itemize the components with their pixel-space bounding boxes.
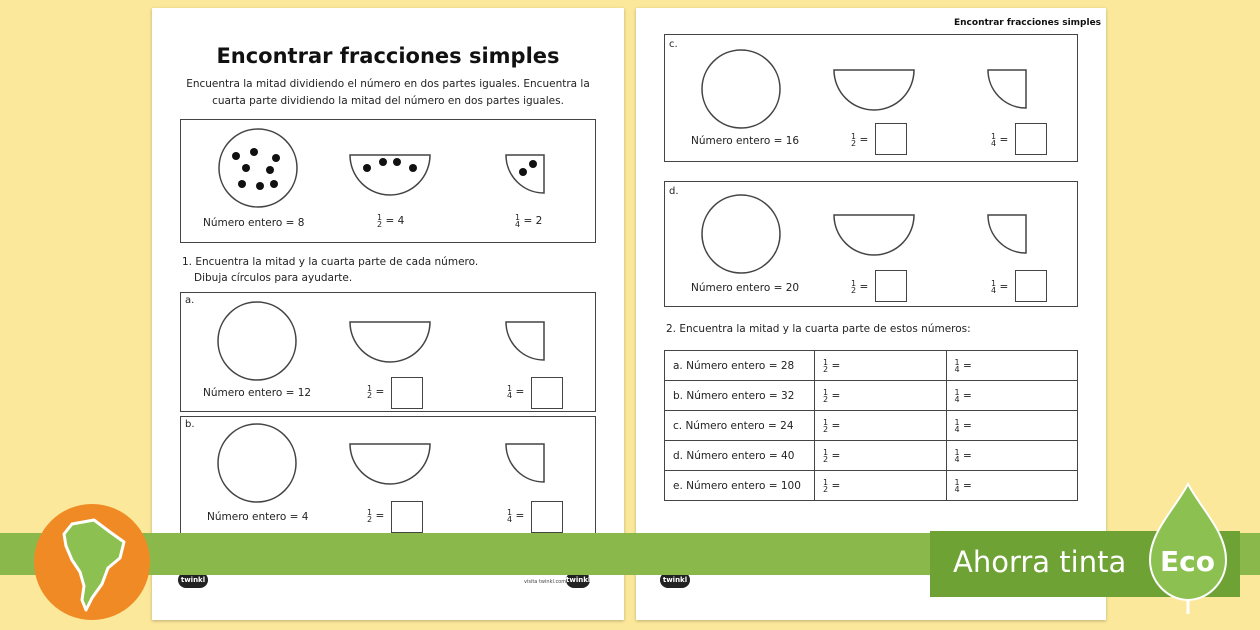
fraction-numerator: 1 (823, 477, 829, 487)
table-row (665, 381, 1078, 411)
worksheet-intro: Encuentra la mitad dividiendo el número en dos partes iguales. Encuentra la cuarta parte dividiendo la mitad del número en dos partes iguales. (186, 78, 590, 107)
half-answer-cell[interactable] (815, 411, 947, 441)
question-1-line-1: 1. Encuentra la mitad y la cuarta parte de cada número. (182, 256, 479, 268)
fraction-denominator: 2 (823, 484, 829, 494)
example-half (377, 214, 404, 228)
equals-sign: = (999, 281, 1009, 293)
empty-half-circle (831, 67, 917, 111)
example-quarter-value: = 2 (523, 215, 543, 227)
fraction-denominator: 4 (954, 424, 960, 434)
empty-half-circle (347, 441, 433, 485)
fraction-numerator: 1 (954, 417, 960, 427)
equals-sign: = (831, 419, 841, 432)
fraction-denominator: 2 (377, 220, 383, 229)
box-whole-label: Número entero = 20 (691, 282, 800, 294)
box-letter: a. (185, 295, 195, 306)
fraction (955, 359, 960, 373)
quarter-answer-cell[interactable] (946, 351, 1078, 381)
quarter-answer-box[interactable] (531, 377, 563, 409)
half-answer-cell[interactable] (815, 381, 947, 411)
equals-sign: = (859, 281, 869, 293)
empty-whole-circle (215, 299, 299, 383)
table-row (665, 471, 1078, 501)
equals-sign: = (375, 386, 385, 398)
footer-badge-logo: twinkl (566, 572, 590, 588)
fraction-numerator: 1 (991, 279, 997, 288)
fraction-denominator: 4 (991, 139, 997, 148)
quarter-answer-cell[interactable] (946, 441, 1078, 471)
quarter-answer-box[interactable] (531, 501, 563, 533)
fraction-numerator: 1 (367, 508, 373, 517)
fraction (955, 449, 960, 463)
fraction-denominator: 4 (991, 286, 997, 295)
row-label: c. Número entero = 24 (665, 411, 815, 441)
fraction-numerator: 1 (851, 132, 857, 141)
box-whole-label: Número entero = 4 (207, 511, 309, 523)
quarter-prompt (991, 280, 1008, 294)
quarter-prompt (507, 385, 524, 399)
equals-sign: = (515, 386, 525, 398)
equals-sign: = (831, 479, 841, 492)
half-answer-cell[interactable] (815, 351, 947, 381)
box-whole-label: Número entero = 12 (203, 387, 312, 399)
empty-half-circle (831, 212, 917, 256)
half-circle-with-dots (347, 152, 433, 196)
fraction-numerator: 1 (823, 447, 829, 457)
quarter-circle-with-dots (503, 152, 547, 196)
table-row (665, 351, 1078, 381)
equals-sign: = (859, 134, 869, 146)
empty-whole-circle (215, 421, 299, 505)
fraction-half (377, 214, 382, 228)
equals-sign: = (999, 134, 1009, 146)
quarter-answer-cell[interactable] (946, 471, 1078, 501)
fraction-numerator: 1 (823, 387, 829, 397)
example-box (180, 119, 596, 243)
quarter-prompt (991, 133, 1008, 147)
eco-banner-text: Ahorra tinta (953, 545, 1127, 579)
fraction-numerator: 1 (367, 384, 373, 393)
fraction-denominator: 4 (507, 391, 513, 400)
fraction (823, 419, 828, 433)
box-whole-label: Número entero = 16 (691, 135, 800, 147)
quarter-answer-box[interactable] (1015, 123, 1047, 155)
fraction (955, 479, 960, 493)
empty-quarter-circle (985, 67, 1029, 111)
empty-quarter-circle (985, 212, 1029, 256)
fraction-numerator: 1 (954, 477, 960, 487)
equals-sign: = (375, 510, 385, 522)
empty-whole-circle (699, 192, 783, 276)
fraction-denominator: 2 (367, 515, 373, 524)
half-answer-cell[interactable] (815, 471, 947, 501)
empty-quarter-circle (503, 319, 547, 363)
half-prompt (367, 509, 384, 523)
half-answer-box[interactable] (875, 270, 907, 302)
row-label: b. Número entero = 32 (665, 381, 815, 411)
question-2: 2. Encuentra la mitad y la cuarta parte de estos números: (666, 323, 971, 335)
half-answer-box[interactable] (391, 501, 423, 533)
fraction-denominator: 4 (507, 515, 513, 524)
exercise-box-c (664, 34, 1078, 162)
fraction (823, 479, 828, 493)
fraction-denominator: 4 (954, 454, 960, 464)
eco-badge-text: Eco (1160, 545, 1215, 578)
south-america-badge-icon (32, 502, 152, 622)
box-letter: d. (669, 186, 679, 197)
fraction-denominator: 2 (823, 424, 829, 434)
equals-sign: = (962, 449, 972, 462)
twinkl-logo: twinkl (660, 572, 690, 588)
equals-sign: = (515, 510, 525, 522)
worksheet-title: Encontrar fracciones simples (216, 44, 560, 68)
box-letter: b. (185, 419, 195, 430)
quarter-answer-cell[interactable] (946, 411, 1078, 441)
half-prompt (851, 280, 868, 294)
page-header-title: Encontrar fracciones simples (954, 18, 1102, 28)
worksheet-page-1 (152, 8, 624, 620)
equals-sign: = (831, 389, 841, 402)
fraction-numerator: 1 (377, 213, 383, 222)
table-row (665, 441, 1078, 471)
quarter-prompt (507, 509, 524, 523)
fraction-numerator: 1 (507, 384, 513, 393)
exercise-box-d (664, 181, 1078, 307)
fraction (955, 419, 960, 433)
fraction-denominator: 4 (515, 220, 521, 229)
fraction (823, 359, 828, 373)
row-label: a. Número entero = 28 (665, 351, 815, 381)
row-label: e. Número entero = 100 (665, 471, 815, 501)
table-row (665, 411, 1078, 441)
quarter-answer-box[interactable] (1015, 270, 1047, 302)
equals-sign: = (962, 419, 972, 432)
half-answer-box[interactable] (875, 123, 907, 155)
half-prompt (851, 133, 868, 147)
fraction-denominator: 2 (367, 391, 373, 400)
fraction-denominator: 4 (954, 364, 960, 374)
fraction (823, 449, 828, 463)
fraction-denominator: 4 (954, 394, 960, 404)
answers-table (664, 350, 1078, 501)
fraction-numerator: 1 (954, 447, 960, 457)
equals-sign: = (831, 449, 841, 462)
equals-sign: = (962, 389, 972, 402)
fraction-denominator: 2 (823, 454, 829, 464)
fraction-numerator: 1 (823, 417, 829, 427)
example-whole-label: Número entero = 8 (203, 217, 305, 229)
fraction-numerator: 1 (851, 279, 857, 288)
empty-quarter-circle (503, 441, 547, 485)
exercise-box-b (180, 416, 596, 538)
fraction-numerator: 1 (507, 508, 513, 517)
fraction (823, 389, 828, 403)
example-quarter (515, 214, 542, 228)
fraction-numerator: 1 (954, 387, 960, 397)
fraction-numerator: 1 (991, 132, 997, 141)
half-prompt (367, 385, 384, 399)
box-letter: c. (669, 39, 678, 50)
worksheet-page-2 (636, 8, 1106, 620)
fraction-numerator: 1 (823, 357, 829, 367)
fraction (955, 389, 960, 403)
fraction-denominator: 2 (851, 286, 857, 295)
equals-sign: = (962, 359, 972, 372)
question-1-line-2: Dibuja círculos para ayudarte. (194, 272, 353, 284)
fraction-denominator: 2 (823, 364, 829, 374)
fraction-denominator: 2 (823, 394, 829, 404)
empty-half-circle (347, 319, 433, 363)
fraction-denominator: 4 (954, 484, 960, 494)
equals-sign: = (831, 359, 841, 372)
exercise-box-a (180, 292, 596, 412)
example-half-value: = 4 (385, 215, 405, 227)
equals-sign: = (962, 479, 972, 492)
half-answer-cell[interactable] (815, 441, 947, 471)
quarter-answer-cell[interactable] (946, 381, 1078, 411)
empty-whole-circle (699, 47, 783, 131)
twinkl-logo: twinkl (178, 572, 208, 588)
footer-url: visita twinkl.com (524, 579, 567, 585)
fraction-denominator: 2 (851, 139, 857, 148)
half-answer-box[interactable] (391, 377, 423, 409)
fraction-numerator: 1 (954, 357, 960, 367)
row-label: d. Número entero = 40 (665, 441, 815, 471)
fraction-numerator: 1 (515, 213, 521, 222)
whole-circle-with-dots (216, 126, 300, 210)
fraction-quarter (515, 214, 520, 228)
